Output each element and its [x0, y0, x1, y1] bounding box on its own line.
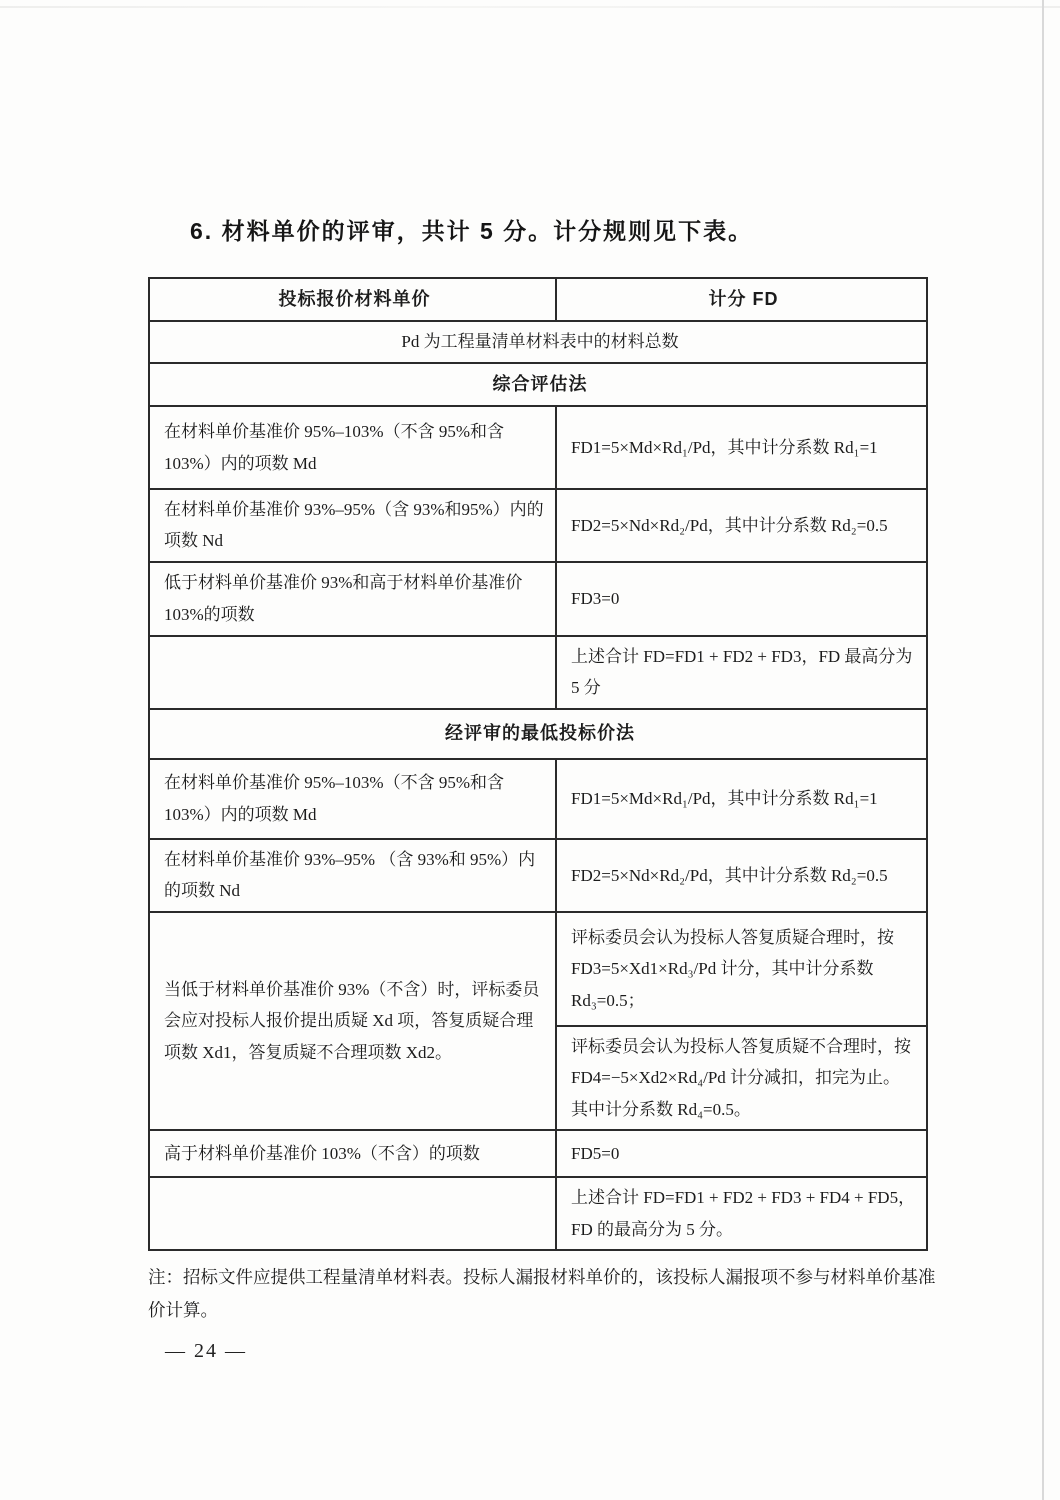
cell-right: FD2=5×Nd×Rd₂/Pd，其中计分系数 Rd₂=0.5 [556, 839, 927, 912]
table-row [149, 406, 927, 489]
cell-right: FD5=0 [556, 1130, 927, 1177]
table-row [149, 839, 927, 912]
cell-right: FD1=5×Md×Rd₁/Pd，其中计分系数 Rd₁=1 [556, 759, 927, 839]
cell-left: 高于材料单价基准价 103%（不含）的项数 [149, 1130, 556, 1177]
cell-right: 上述合计 FD=FD1 + FD2 + FD3，FD 最高分为 5 分 [556, 636, 927, 709]
table-row [149, 636, 927, 709]
cell-left-empty [149, 1177, 556, 1250]
table-row [149, 1177, 927, 1250]
cell-right: FD3=0 [556, 562, 927, 636]
table-header-row [149, 278, 927, 321]
cell-right-query-reasonable: 评标委员会认为投标人答复质疑合理时，按 FD3=5×Xd1×Rd₃/Pd 计分，其中计分系数 Rd₃=0.5； [556, 912, 927, 1026]
section2-title-row [149, 709, 927, 759]
table-row [149, 759, 927, 839]
cell-left-empty [149, 636, 556, 709]
cell-right: FD2=5×Nd×Rd₂/Pd，其中计分系数 Rd₂=0.5 [556, 489, 927, 562]
table-row-query-top [149, 912, 927, 1026]
cell-left: 在材料单价基准价 93%–95%（含 93%和95%）内的项数 Nd [149, 489, 556, 562]
section2-title-cell: 经评审的最低投标价法 [149, 709, 927, 759]
cell-left: 在材料单价基准价 93%–95% （含 93%和 95%）内的项数 Nd [149, 839, 556, 912]
cell-right-query-unreasonable: 评标委员会认为投标人答复质疑不合理时，按 FD4=−5×Xd2×Rd₄/Pd 计分减扣，扣完为止。其中计分系数 Rd₄=0.5。 [556, 1026, 927, 1130]
section-heading: 6. 材料单价的评审，共计 5 分。计分规则见下表。 [190, 218, 754, 244]
cell-left: 在材料单价基准价 95%–103%（不含 95%和含 103%）内的项数 Md [149, 759, 556, 839]
footnote: 注：招标文件应提供工程量清单材料表。投标人漏报材料单价的，该投标人漏报项不参与材料单价基准价计算。 [148, 1266, 936, 1321]
header-cell-left: 投标报价材料单价 [149, 278, 556, 321]
cell-right: FD1=5×Md×Rd₁/Pd，其中计分系数 Rd₁=1 [556, 406, 927, 489]
scan-artifact-right [1042, 0, 1044, 1500]
table-row [149, 489, 927, 562]
header-cell-right: 计分 FD [556, 278, 927, 321]
cell-right: 上述合计 FD=FD1 + FD2 + FD3 + FD4 + FD5，FD 的最高分为 5 分。 [556, 1177, 927, 1250]
table-row [149, 562, 927, 636]
page-content [148, 0, 936, 1327]
cell-left: 低于材料单价基准价 93%和高于材料单价基准价 103%的项数 [149, 562, 556, 636]
section1-title-row [149, 363, 927, 406]
section1-title-cell: 综合评估法 [149, 363, 927, 406]
table-row [149, 1130, 927, 1177]
cell-left: 在材料单价基准价 95%–103%（不含 95%和含 103%）内的项数 Md [149, 406, 556, 489]
page-number: — 24 — [165, 1340, 247, 1362]
scoring-table [148, 277, 928, 1251]
table-row [149, 321, 927, 362]
pd-note-cell: Pd 为工程量清单材料表中的材料总数 [149, 321, 927, 362]
cell-left-query: 当低于材料单价基准价 93%（不含）时，评标委员会应对投标人报价提出质疑 Xd 项，答复质疑合理项数 Xd1，答复质疑不合理项数 Xd2。 [149, 912, 556, 1130]
